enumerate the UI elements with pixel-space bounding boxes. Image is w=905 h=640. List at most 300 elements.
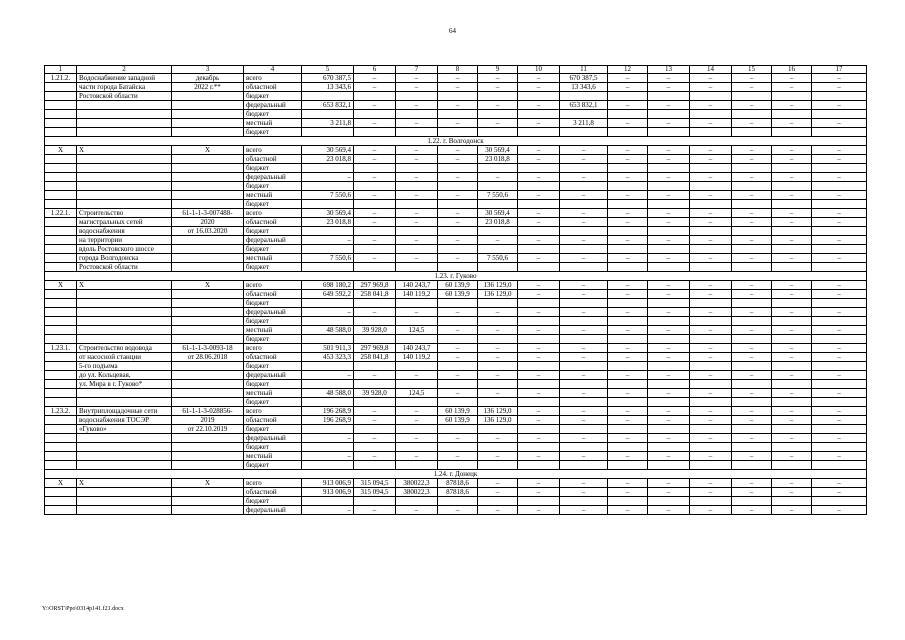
value-cell: – [560,290,608,299]
item-name-cell [77,389,172,398]
value-cell: 30 569,4 [478,209,518,218]
value-cell [812,335,867,344]
value-cell: 140 119,2 [396,353,438,362]
item-name-cell [77,488,172,497]
value-cell: – [772,173,812,182]
value-cell [396,398,438,407]
value-cell [438,425,478,434]
table-row [45,479,867,488]
value-cell [608,443,648,452]
funding-source-cell: всего [244,344,302,353]
value-cell: – [354,146,396,155]
value-cell: – [648,83,690,92]
value-cell [438,164,478,173]
value-cell [302,245,354,254]
value-cell [438,92,478,101]
value-cell [302,362,354,371]
value-cell [690,164,732,173]
column-header-17: 17 [812,66,867,74]
value-cell: – [438,146,478,155]
value-cell: – [518,407,560,416]
item-doc-cell [172,317,244,326]
value-cell: – [518,236,560,245]
value-cell [518,461,560,470]
value-cell: 315 094,5 [354,479,396,488]
table-row [45,209,867,218]
value-cell: – [518,146,560,155]
value-cell: – [812,371,867,380]
value-cell: – [648,389,690,398]
item-doc-cell: Х [172,479,244,488]
value-cell [732,425,772,434]
value-cell: – [608,434,648,443]
value-cell: 7 550,6 [302,254,354,263]
value-cell [608,317,648,326]
funding-source-cell: бюджет [244,263,302,272]
table-row [45,155,867,164]
table-row [45,398,867,407]
value-cell [396,200,438,209]
value-cell [812,443,867,452]
value-cell: 7 550,6 [478,191,518,200]
value-cell: – [518,281,560,290]
value-cell [478,182,518,191]
value-cell [648,128,690,137]
value-cell: – [812,191,867,200]
value-cell: – [608,218,648,227]
value-cell: – [690,173,732,182]
funding-source-cell: областной [244,290,302,299]
item-name-cell: Х [77,281,172,290]
value-cell: 23 018,8 [478,155,518,164]
value-cell: 670 387,5 [302,74,354,83]
value-cell [518,128,560,137]
item-number-cell [45,110,77,119]
value-cell [648,227,690,236]
value-cell [302,263,354,272]
item-doc-cell [172,164,244,173]
value-cell: – [772,191,812,200]
value-cell: – [608,173,648,182]
value-cell: – [732,281,772,290]
value-cell: – [478,371,518,380]
value-cell: – [560,254,608,263]
value-cell [648,398,690,407]
value-cell: – [812,353,867,362]
value-cell: – [812,344,867,353]
value-cell: – [772,209,812,218]
value-cell [608,164,648,173]
funding-source-cell: бюджет [244,362,302,371]
value-cell: – [772,290,812,299]
funding-source-cell: местный [244,254,302,263]
value-cell: – [560,452,608,461]
value-cell [648,497,690,506]
value-cell: – [518,506,560,515]
value-cell [302,227,354,236]
value-cell: – [690,344,732,353]
value-cell [690,227,732,236]
value-cell [772,398,812,407]
value-cell: – [648,146,690,155]
column-header-14: 14 [690,66,732,74]
value-cell: – [560,191,608,200]
item-name-cell: на территории [77,236,172,245]
funding-source-cell: всего [244,479,302,488]
value-cell [648,362,690,371]
value-cell: – [732,434,772,443]
value-cell: – [560,308,608,317]
value-cell: – [396,434,438,443]
value-cell: 39 928,0 [354,326,396,335]
value-cell: – [812,254,867,263]
value-cell [354,380,396,389]
value-cell [812,92,867,101]
value-cell: 453 323,3 [302,353,354,362]
value-cell: 670 387,5 [560,74,608,83]
value-cell: – [648,191,690,200]
table-row [45,443,867,452]
value-cell [518,263,560,272]
value-cell [438,362,478,371]
value-cell: – [690,353,732,362]
value-cell: 60 139,9 [438,290,478,299]
value-cell [812,110,867,119]
value-cell: – [354,191,396,200]
table-row [45,236,867,245]
item-doc-cell [172,326,244,335]
value-cell: – [438,353,478,362]
table-row [45,371,867,380]
item-number-cell [45,434,77,443]
value-cell: – [560,209,608,218]
section-title: 1.23. г. Гуково [45,272,867,281]
value-cell: – [396,452,438,461]
item-name-cell [77,173,172,182]
funding-source-cell: бюджет [244,497,302,506]
value-cell: – [302,434,354,443]
value-cell: – [518,479,560,488]
value-cell [812,497,867,506]
item-name-cell [77,506,172,515]
value-cell [608,110,648,119]
value-cell: – [478,452,518,461]
value-cell: – [396,236,438,245]
value-cell: – [608,353,648,362]
value-cell: – [478,308,518,317]
funding-source-cell: федеральный [244,101,302,110]
value-cell [608,128,648,137]
item-doc-cell [172,200,244,209]
value-cell: – [648,281,690,290]
value-cell [438,497,478,506]
value-cell [396,443,438,452]
item-doc-cell [172,263,244,272]
item-doc-cell: 2019 [172,416,244,425]
value-cell [608,425,648,434]
value-cell [302,92,354,101]
item-name-cell [77,101,172,110]
value-cell: – [438,191,478,200]
item-name-cell [77,299,172,308]
item-number-cell [45,443,77,452]
funding-source-cell: бюджет [244,227,302,236]
value-cell: – [560,353,608,362]
value-cell [302,425,354,434]
value-cell [354,164,396,173]
value-cell [690,317,732,326]
table-row [45,407,867,416]
item-number-cell [45,506,77,515]
value-cell: – [608,191,648,200]
value-cell [772,110,812,119]
value-cell: – [518,488,560,497]
value-cell: 297 969,8 [354,344,396,353]
value-cell: – [690,290,732,299]
value-cell [518,200,560,209]
value-cell: – [732,119,772,128]
item-number-cell [45,371,77,380]
value-cell [354,335,396,344]
value-cell: – [396,254,438,263]
value-cell [396,263,438,272]
value-cell: – [608,308,648,317]
value-cell: – [812,209,867,218]
table-row [45,74,867,83]
value-cell: – [648,254,690,263]
value-cell [302,443,354,452]
item-number-cell [45,155,77,164]
value-cell: – [690,209,732,218]
value-cell: – [690,101,732,110]
table-row [45,452,867,461]
value-cell [478,398,518,407]
value-cell [302,110,354,119]
value-cell [772,425,812,434]
value-cell: – [648,344,690,353]
item-name-cell [77,164,172,173]
item-number-cell [45,362,77,371]
table-row [45,389,867,398]
value-cell [302,317,354,326]
value-cell [812,362,867,371]
section-row [45,272,867,281]
value-cell [438,245,478,254]
value-cell: – [478,389,518,398]
value-cell: – [648,74,690,83]
item-name-cell: Ростовской области [77,92,172,101]
item-number-cell: 1.23.1. [45,344,77,353]
table-row [45,344,867,353]
table-row [45,200,867,209]
value-cell [732,110,772,119]
item-name-cell [77,317,172,326]
value-cell: – [772,74,812,83]
value-cell: – [438,254,478,263]
item-doc-cell: от 28.06.2018 [172,353,244,362]
item-number-cell [45,416,77,425]
item-number-cell [45,218,77,227]
value-cell [812,200,867,209]
value-cell [648,317,690,326]
item-doc-cell [172,245,244,254]
value-cell [478,380,518,389]
value-cell [690,263,732,272]
item-name-cell [77,398,172,407]
value-cell: – [732,371,772,380]
value-cell [732,335,772,344]
value-cell [518,335,560,344]
value-cell: – [690,254,732,263]
item-doc-cell: от 16.03.2020 [172,227,244,236]
value-cell: – [608,344,648,353]
funding-source-cell: областной [244,218,302,227]
funding-source-cell: бюджет [244,461,302,470]
value-cell: – [690,155,732,164]
value-cell [608,245,648,254]
value-cell: – [772,416,812,425]
value-cell [354,299,396,308]
item-name-cell: от насосной станции [77,353,172,362]
value-cell: 87818,6 [438,488,478,497]
value-cell [302,164,354,173]
value-cell: – [478,119,518,128]
value-cell: 297 969,8 [354,281,396,290]
funding-source-cell: всего [244,407,302,416]
value-cell [732,128,772,137]
value-cell [690,443,732,452]
value-cell [302,398,354,407]
value-cell [478,110,518,119]
value-cell: – [354,218,396,227]
value-cell [560,362,608,371]
value-cell [732,362,772,371]
item-number-cell [45,227,77,236]
value-cell: – [732,416,772,425]
value-cell: – [302,173,354,182]
item-number-cell: Х [45,281,77,290]
column-header-2: 2 [77,66,172,74]
table-row [45,299,867,308]
value-cell [772,317,812,326]
item-doc-cell [172,389,244,398]
value-cell: – [732,479,772,488]
value-cell [438,299,478,308]
value-cell: – [438,236,478,245]
value-cell: 7 550,6 [302,191,354,200]
value-cell [690,398,732,407]
value-cell: – [690,83,732,92]
funding-source-cell: бюджет [244,299,302,308]
value-cell: – [354,371,396,380]
value-cell: – [812,434,867,443]
value-cell: – [812,416,867,425]
value-cell [302,497,354,506]
value-cell [608,92,648,101]
item-name-cell [77,326,172,335]
value-cell: – [354,74,396,83]
value-cell [608,461,648,470]
value-cell [518,380,560,389]
value-cell: – [772,506,812,515]
table-row [45,290,867,299]
item-doc-cell [172,254,244,263]
value-cell [772,128,812,137]
table-row [45,353,867,362]
value-cell: – [518,416,560,425]
value-cell: – [608,488,648,497]
value-cell [772,164,812,173]
value-cell: – [560,416,608,425]
value-cell: – [518,254,560,263]
value-cell: – [560,407,608,416]
value-cell: – [732,173,772,182]
value-cell: – [732,155,772,164]
value-cell: – [354,452,396,461]
value-cell: 258 041,8 [354,353,396,362]
value-cell [690,299,732,308]
value-cell: – [518,326,560,335]
value-cell [732,497,772,506]
value-cell [396,245,438,254]
value-cell [560,128,608,137]
value-cell [560,92,608,101]
value-cell: – [438,101,478,110]
table-row [45,83,867,92]
item-doc-cell [172,362,244,371]
funding-source-cell: бюджет [244,245,302,254]
item-number-cell [45,425,77,434]
value-cell [518,110,560,119]
value-cell [560,263,608,272]
value-cell [732,200,772,209]
value-cell [608,335,648,344]
value-cell: – [812,236,867,245]
value-cell: 23 018,8 [302,155,354,164]
value-cell: – [648,407,690,416]
item-doc-cell [172,497,244,506]
value-cell: – [438,209,478,218]
item-name-cell: вдоль Ростовского шоссе [77,245,172,254]
value-cell [396,110,438,119]
value-cell [396,317,438,326]
value-cell: – [772,155,812,164]
value-cell: – [560,218,608,227]
item-doc-cell [172,308,244,317]
value-cell: 653 832,1 [560,101,608,110]
column-header-5: 5 [302,66,354,74]
value-cell [396,461,438,470]
value-cell: – [608,155,648,164]
value-cell [690,380,732,389]
value-cell [560,398,608,407]
item-name-cell [77,497,172,506]
item-doc-cell [172,182,244,191]
value-cell [772,461,812,470]
value-cell: – [478,353,518,362]
value-cell: – [648,119,690,128]
value-cell: – [518,452,560,461]
value-cell: – [690,281,732,290]
value-cell [438,317,478,326]
value-cell: – [478,344,518,353]
value-cell [396,92,438,101]
table-row [45,488,867,497]
value-cell [608,227,648,236]
column-header-6: 6 [354,66,396,74]
value-cell: – [812,326,867,335]
value-cell: – [772,479,812,488]
